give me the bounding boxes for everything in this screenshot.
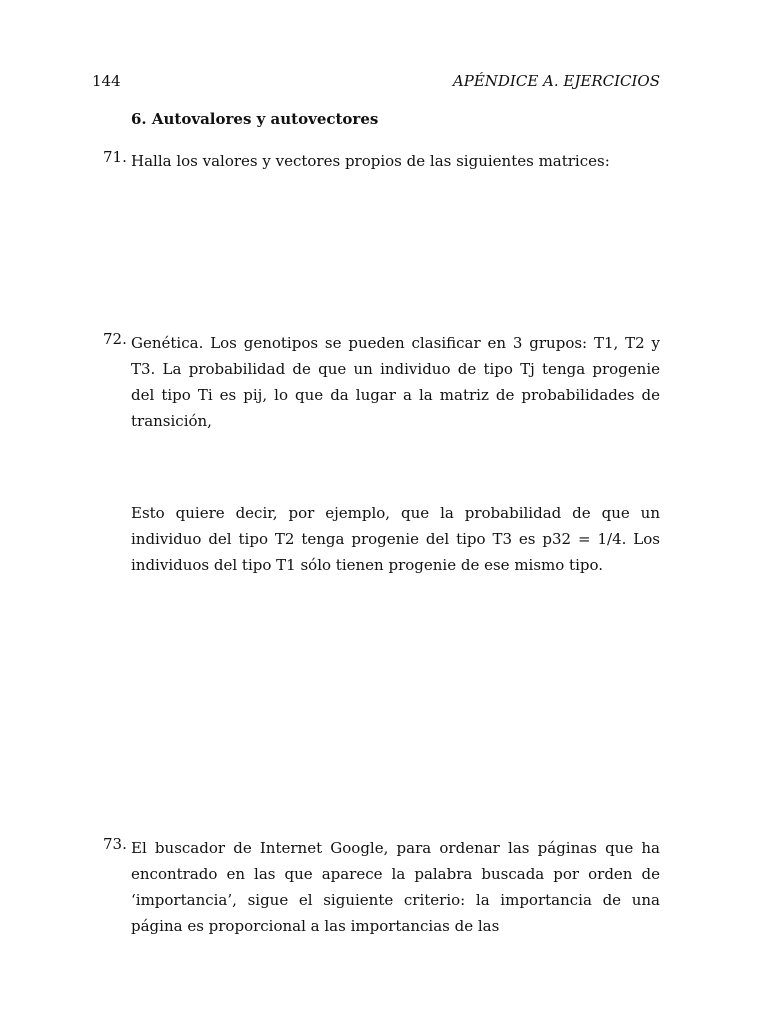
exercise-number: 72. (103, 330, 127, 348)
exercise-text: Genética. Los genotipos se pueden clasificar en 3 grupos: T1, T2 y T3. La probabilidad de que un individuo de tipo Tj tenga progenie del tipo Ti es pij, lo que da lugar a la matriz de probabilidades de transición, (131, 334, 660, 430)
page-number: 144 (92, 72, 121, 90)
exercise-text: Esto quiere decir, por ejemplo, que la probabilidad de que un individuo del tipo T2 tenga progenie del tipo T3 es p32 = 1/4. Los individuos del tipo T1 sólo tienen progenie de ese mismo tipo. (131, 504, 660, 574)
exercise-number: 73. (103, 835, 127, 853)
exercise-text: El buscador de Internet Google, para ordenar las páginas que ha encontrado en las que aparece la palabra buscada por orden de ‘importancia’, sigue el siguiente criterio: la importancia de una página es proporcional a las importancias de las (131, 839, 660, 935)
exercise-text: Halla los valores y vectores propios de las siguientes matrices: (131, 152, 610, 170)
section-title: 6. Autovalores y autovectores (131, 110, 379, 128)
exercise-number: 71. (103, 148, 127, 166)
running-head: APÉNDICE A. EJERCICIOS (452, 72, 660, 90)
